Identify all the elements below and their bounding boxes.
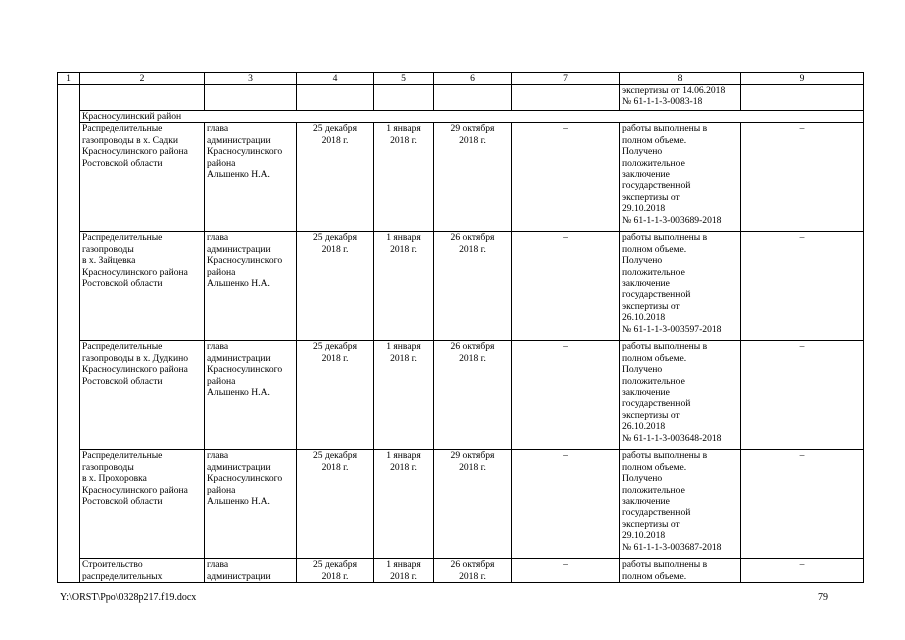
number-column-cell [58, 85, 80, 583]
responsible-person: глава администрации Красносулинского района Альшенко Н.А. [207, 341, 283, 399]
responsible-person: глава администрации Красносулинского района Альшенко Н.А. [207, 123, 283, 181]
responsible-person: глава администрации Красносулинского района Альшенко Н.А. [207, 450, 283, 508]
start-date: 25 декабря 2018 г. [313, 232, 357, 255]
table-row [58, 559, 864, 583]
completion-date: 26 октября 2018 г. [450, 559, 495, 582]
header-cell: 6 [434, 73, 512, 85]
table-row [58, 450, 864, 559]
col9-value: – [799, 232, 805, 244]
table-row [58, 123, 864, 232]
result-cell: работы выполнены в полном объеме. Получено положительное заключение государственной экспертизы от 29.10.2018 № 61-1-1-3-003687-2018 [622, 450, 722, 553]
result-cell: работы выполнены в полном объеме. Получено положительное заключение государственной экспертизы от 26.10.2018 № 61-1-1-3-003597-2018 [622, 232, 722, 335]
result-cell: работы выполнены в полном объеме. Получено положительное заключение государственной экспертизы от 26.10.2018 № 61-1-1-3-003648-2018 [622, 341, 722, 444]
col7-value: – [563, 123, 568, 135]
header-cell: 3 [205, 73, 297, 85]
col7-value: – [563, 450, 568, 462]
object-name: Распределительные газопроводы в х. Дудкино Красносулинского района Ростовской области [82, 341, 189, 387]
col7-value: – [563, 341, 568, 353]
table-row [58, 232, 864, 341]
table-row [58, 341, 864, 450]
start-date: 25 декабря 2018 г. [313, 123, 357, 146]
object-name: Распределительные газопроводы в х. Садки Красносулинского района Ростовской области [82, 123, 188, 169]
page-number: 79 [818, 592, 828, 603]
completion-date: 26 октября 2018 г. [450, 232, 495, 255]
col9-value: – [799, 123, 805, 135]
header-cell: 9 [741, 73, 864, 85]
footer-file-path: Y:\ORST\Ppo\0328p217.f19.docx [60, 592, 197, 603]
header-cell: 5 [374, 73, 434, 85]
header-cell: 7 [512, 73, 620, 85]
header-cell: 4 [297, 73, 374, 85]
col7-value: – [563, 232, 568, 244]
header-cell: 8 [620, 73, 741, 85]
col9-value: – [799, 559, 805, 571]
completion-date: 29 октября 2018 г. [450, 123, 495, 146]
start-date: 25 декабря 2018 г. [313, 341, 357, 364]
object-name: Распределительные газопроводы в х. Прохоровка Красносулинского района Ростовской области [82, 450, 188, 508]
header-cell: 2 [80, 73, 205, 85]
result-cell: работы выполнены в полном объеме. [622, 559, 708, 582]
table-row-fragment [58, 85, 864, 111]
planned-date: 1 января 2018 г. [386, 123, 421, 146]
header-cell: 1 [58, 73, 80, 85]
completion-date: 29 октября 2018 г. [450, 450, 495, 473]
schedule-table [57, 72, 864, 583]
planned-date: 1 января 2018 г. [386, 450, 421, 473]
completion-date: 26 октября 2018 г. [450, 341, 495, 364]
planned-date: 1 января 2018 г. [386, 341, 421, 364]
object-name: Строительство распределительных [82, 559, 163, 582]
start-date: 25 декабря 2018 г. [313, 450, 357, 473]
col9-value: – [799, 341, 805, 353]
section-title: Красносулинский район [80, 111, 864, 123]
result-cell: экспертизы от 14.06.2018 № 61-1-1-3-0083-18 [622, 85, 726, 108]
col7-value: – [563, 559, 568, 571]
result-cell: работы выполнены в полном объеме. Получено положительное заключение государственной экспертизы от 29.10.2018 № 61-1-1-3-003689-2018 [622, 123, 722, 226]
planned-date: 1 января 2018 г. [386, 559, 421, 582]
header-row [58, 73, 864, 85]
object-name: Распределительные газопроводы в х. Зайцевка Красносулинского района Ростовской области [82, 232, 188, 290]
responsible-person: глава администрации Красносулинского района Альшенко Н.А. [207, 232, 283, 290]
col9-value: – [799, 450, 805, 462]
start-date: 25 декабря 2018 г. [313, 559, 357, 582]
responsible-person: глава администрации [207, 559, 271, 582]
section-row [58, 111, 864, 123]
planned-date: 1 января 2018 г. [386, 232, 421, 255]
